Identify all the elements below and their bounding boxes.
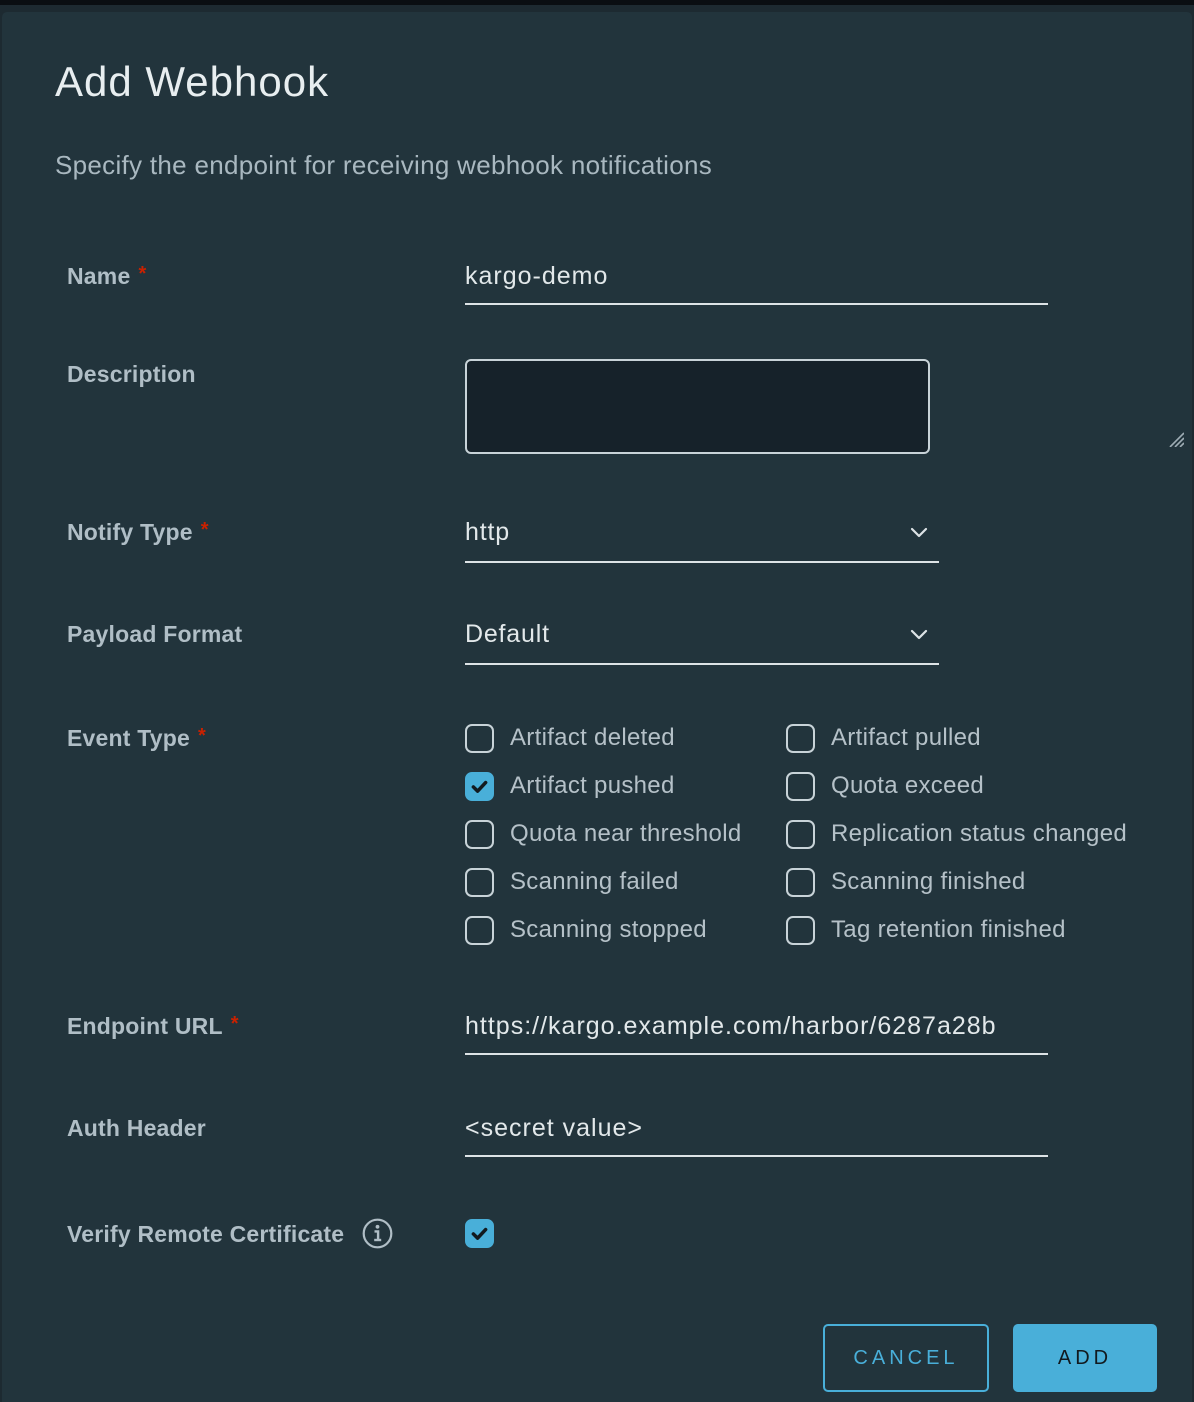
auth-header-input[interactable]: [465, 1113, 1048, 1157]
name-input[interactable]: [465, 261, 1048, 305]
cancel-button[interactable]: CANCEL: [823, 1324, 989, 1392]
auth-header-input-value: <secret value>: [465, 1114, 643, 1142]
event-option-artifact-pulled[interactable]: [786, 723, 1127, 753]
checkbox[interactable]: [786, 724, 815, 753]
checkbox[interactable]: [465, 772, 494, 801]
payload-format-label: Payload Format: [67, 621, 243, 647]
checkbox[interactable]: [465, 820, 494, 849]
verify-remote-certificate-field: [465, 1219, 1192, 1249]
checkbox-label: Artifact pulled: [831, 724, 981, 751]
event-option-scanning-stopped[interactable]: [465, 915, 786, 945]
notify-type-row: [2, 517, 1192, 563]
checkbox[interactable]: [465, 724, 494, 753]
event-option-scanning-finished[interactable]: [786, 867, 1127, 897]
name-row: [2, 261, 1192, 305]
description-label: Description: [67, 361, 196, 387]
checkbox[interactable]: [465, 868, 494, 897]
required-asterisk: *: [230, 1013, 239, 1035]
resize-handle-icon[interactable]: [1166, 429, 1184, 447]
name-label: Name: [67, 263, 131, 289]
name-input-value: kargo-demo: [465, 262, 609, 290]
checkbox-label: Scanning failed: [510, 868, 679, 895]
checkbox[interactable]: [786, 916, 815, 945]
payload-format-row: [2, 619, 1192, 665]
verify-remote-certificate-label-cell: [67, 1217, 465, 1250]
checkbox-label: Scanning finished: [831, 868, 1026, 895]
checkbox-label: Artifact deleted: [510, 724, 675, 751]
checkbox-label: Scanning stopped: [510, 916, 707, 943]
chevron-down-icon: [907, 622, 931, 646]
checkbox[interactable]: [786, 820, 815, 849]
event-option-artifact-deleted[interactable]: [465, 723, 786, 753]
check-icon: [469, 776, 490, 797]
dialog-footer: [2, 1324, 1192, 1392]
event-type-label-cell: [67, 723, 465, 753]
auth-header-label-cell: [67, 1113, 465, 1143]
description-label-cell: [67, 359, 465, 389]
endpoint-url-label: Endpoint URL: [67, 1013, 223, 1039]
description-field: [465, 359, 1192, 459]
payload-format-label-cell: [67, 619, 465, 649]
checkbox[interactable]: [465, 916, 494, 945]
endpoint-url-row: [2, 1011, 1192, 1055]
event-option-scanning-failed[interactable]: [465, 867, 786, 897]
auth-header-label: Auth Header: [67, 1115, 206, 1141]
add-button[interactable]: ADD: [1013, 1324, 1157, 1392]
info-icon[interactable]: [361, 1217, 394, 1250]
event-type-row: [2, 723, 1192, 945]
checkbox-label: Artifact pushed: [510, 772, 675, 799]
event-option-quota-exceed[interactable]: [786, 771, 1127, 801]
checkbox[interactable]: [786, 868, 815, 897]
dialog-subtitle: Specify the endpoint for receiving webhook notifications: [55, 150, 713, 180]
event-option-quota-near-threshold[interactable]: [465, 819, 786, 849]
checkbox[interactable]: [786, 772, 815, 801]
chevron-down-icon: [907, 520, 931, 544]
verify-remote-certificate-label: Verify Remote Certificate: [67, 1220, 345, 1247]
name-label-cell: [67, 261, 465, 291]
payload-format-value: Default: [465, 620, 550, 648]
notify-type-value: http: [465, 518, 510, 546]
auth-header-row: [2, 1113, 1192, 1157]
checkbox-label: Replication status changed: [831, 820, 1127, 847]
event-option-tag-retention-finished[interactable]: [786, 915, 1127, 945]
page-edge: [0, 0, 1194, 5]
required-asterisk: *: [200, 519, 209, 541]
endpoint-url-input[interactable]: [465, 1011, 1048, 1055]
payload-format-select[interactable]: [465, 619, 939, 665]
webhook-form: [2, 261, 1192, 1250]
dialog-title: Add Webhook: [55, 58, 330, 105]
event-type-label: Event Type: [67, 725, 190, 751]
verify-remote-certificate-checkbox[interactable]: [465, 1219, 494, 1248]
check-icon: [469, 1223, 490, 1244]
notify-type-select[interactable]: [465, 517, 939, 563]
checkbox-label: Quota near threshold: [510, 820, 742, 847]
add-webhook-modal: [2, 12, 1192, 1402]
required-asterisk: *: [198, 725, 206, 747]
event-option-replication-status-changed[interactable]: [786, 819, 1127, 849]
event-type-options: [465, 723, 1192, 945]
required-asterisk: *: [138, 263, 147, 285]
checkbox-label: Tag retention finished: [831, 916, 1066, 943]
verify-remote-certificate-row: [2, 1217, 1192, 1250]
description-input[interactable]: [465, 359, 930, 454]
endpoint-url-input-value: https://kargo.example.com/harbor/6287a28b: [465, 1012, 997, 1040]
event-option-artifact-pushed[interactable]: [465, 771, 786, 801]
notify-type-label: Notify Type: [67, 519, 193, 545]
endpoint-url-label-cell: [67, 1011, 465, 1041]
description-row: [2, 359, 1192, 459]
notify-type-label-cell: [67, 517, 465, 547]
checkbox-label: Quota exceed: [831, 772, 985, 799]
